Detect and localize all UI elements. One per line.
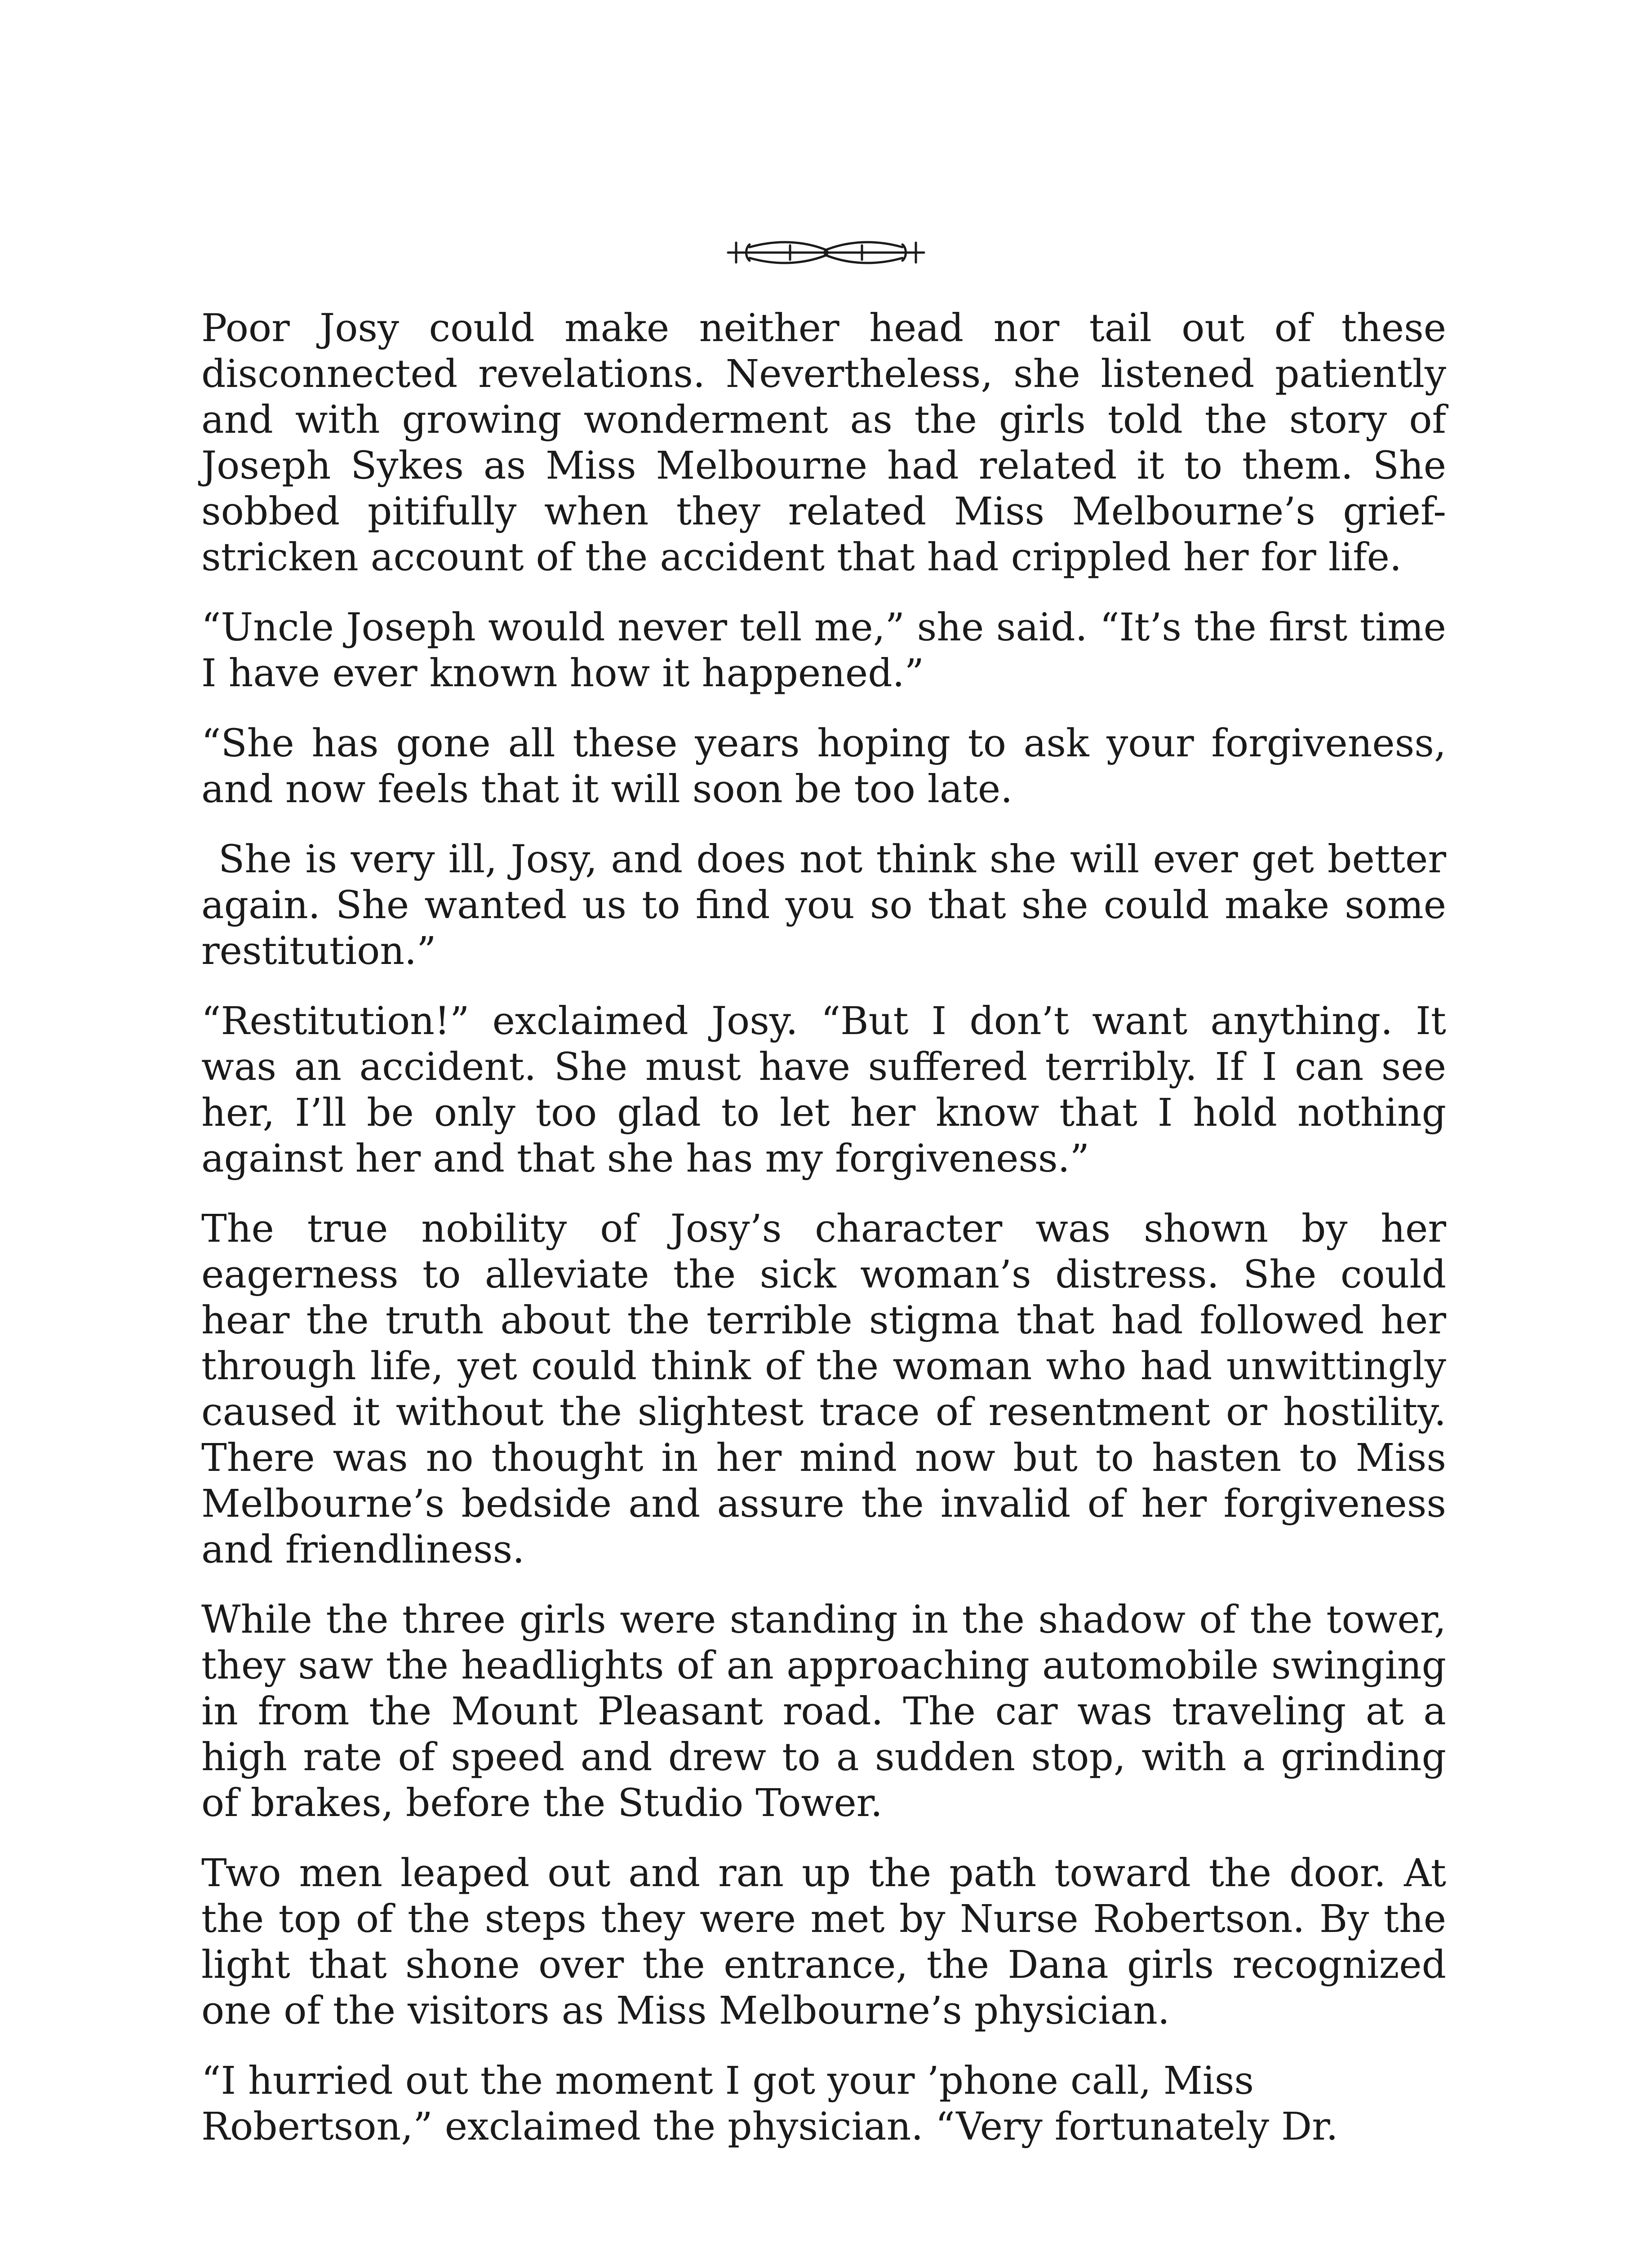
paragraph-3: “She has gone all these years hoping to ask your forgiveness, and now feels that it will soon be too late. <box>201 721 1446 812</box>
body-text <box>201 306 1446 2174</box>
paragraph-7: While the three girls were standing in the shadow of the tower, they saw the headlights of an approaching automobile swinging in from the Mount Pleasant road. The car was traveling at a high rate of speed and drew to a sudden stop, with a grinding of brakes, before the Studio Tower. <box>201 1598 1446 1825</box>
paragraph-6: The true nobility of Josy’s character was shown by her eagerness to alleviate the sick woman’s distress. She could hear the truth about the terrible stigma that had followed her through life, yet could think of the woman who had unwittingly caused it without the slightest trace of resentment or hostility. There was no thought in her mind now but to hasten to Miss Melbourne’s bedside and assure the invalid of her forgiveness and friendliness. <box>201 1207 1446 1572</box>
paragraph-1: Poor Josy could make neither head nor tail out of these disconnected revelations. Nevertheless, she listened patiently and with growing wonderment as the girls told the story of Joseph Sykes as Miss Melbourne had related it to them. She sobbed pitifully when they related Miss Melbourne’s grief- stricken account of the accident that had crippled her for life. <box>201 306 1446 580</box>
scroll-ornament-icon <box>718 229 934 274</box>
paragraph-4: She is very ill, Josy, and does not think she will ever get better again. She wanted us to find you so that she could make some restitution.” <box>201 837 1446 973</box>
paragraph-2: “Uncle Joseph would never tell me,” she said. “It’s the first time I have ever known how it happened.” <box>201 605 1446 696</box>
paragraph-8: Two men leaped out and ran up the path toward the door. At the top of the steps they were met by Nurse Robertson. By the light that shone over the entrance, the Dana girls recognized one of the visitors as Miss Melbourne’s physician. <box>201 1851 1446 2033</box>
paragraph-5: “Restitution!” exclaimed Josy. “But I don’t want anything. It was an accident. She must have suffered terribly. If I can see her, I’ll be only too glad to let her know that I hold nothing against her and that she has my forgiveness.” <box>201 999 1446 1181</box>
paragraph-9: “I hurried out the moment I got your ’phone call, Miss Robertson,” exclaimed the physician. “Very fortunately Dr. <box>201 2059 1338 2149</box>
